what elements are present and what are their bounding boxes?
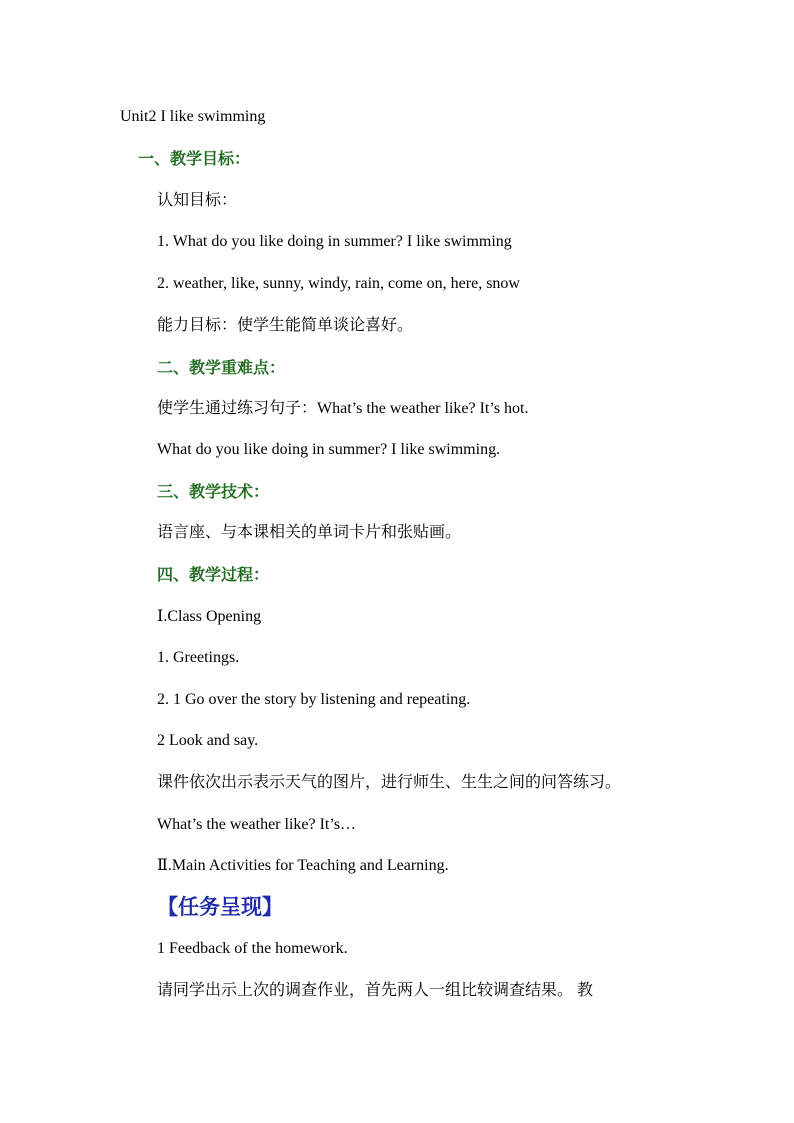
section-heading-key-points: 二、教学重难点：: [157, 358, 286, 377]
process-part-title: Ⅱ.Main Activities for Teaching and Learning.: [157, 857, 449, 874]
process-step: 1. Greetings.: [157, 649, 240, 666]
technology-line: 语言座、与本课相关的单词卡片和张贴画。: [157, 524, 462, 541]
process-step: 2 Look and say.: [157, 732, 259, 749]
document-title: Unit2 I like swimming: [120, 108, 266, 125]
section-heading-objectives: 一、教学目标：: [138, 149, 251, 168]
process-step: 2. 1 Go over the story by listening and repeating.: [157, 691, 471, 708]
process-part-title: Ⅰ.Class Opening: [157, 608, 262, 625]
task-heading: 【任务呈现】: [157, 895, 283, 919]
courseware-line: 课件依次出示表示天气的图片，进行师生、生生之间的问答练习。: [157, 774, 622, 791]
objective-item: 2. weather, like, sunny, windy, rain, come on, here, snow: [157, 275, 520, 292]
cognitive-objectives-label: 认知目标：: [157, 192, 238, 209]
key-point-line: What do you like doing in summer? I like swimming.: [157, 441, 501, 458]
instruction-line: 请同学出示上次的调查作业，首先两人一组比较调查结果。 教: [157, 982, 594, 999]
objective-item: 1. What do you like doing in summer? I like swimming: [157, 233, 512, 250]
section-heading-technology: 三、教学技术：: [157, 482, 270, 501]
section-heading-process: 四、教学过程：: [157, 565, 270, 584]
feedback-line: 1 Feedback of the homework.: [157, 940, 348, 957]
key-point-line: 使学生通过练习句子：What’s the weather like? It’s hot.: [157, 400, 529, 417]
dialogue-line: What’s the weather like? It’s…: [157, 816, 357, 833]
ability-objectives: 能力目标：使学生能简单谈论喜好。: [157, 317, 414, 334]
